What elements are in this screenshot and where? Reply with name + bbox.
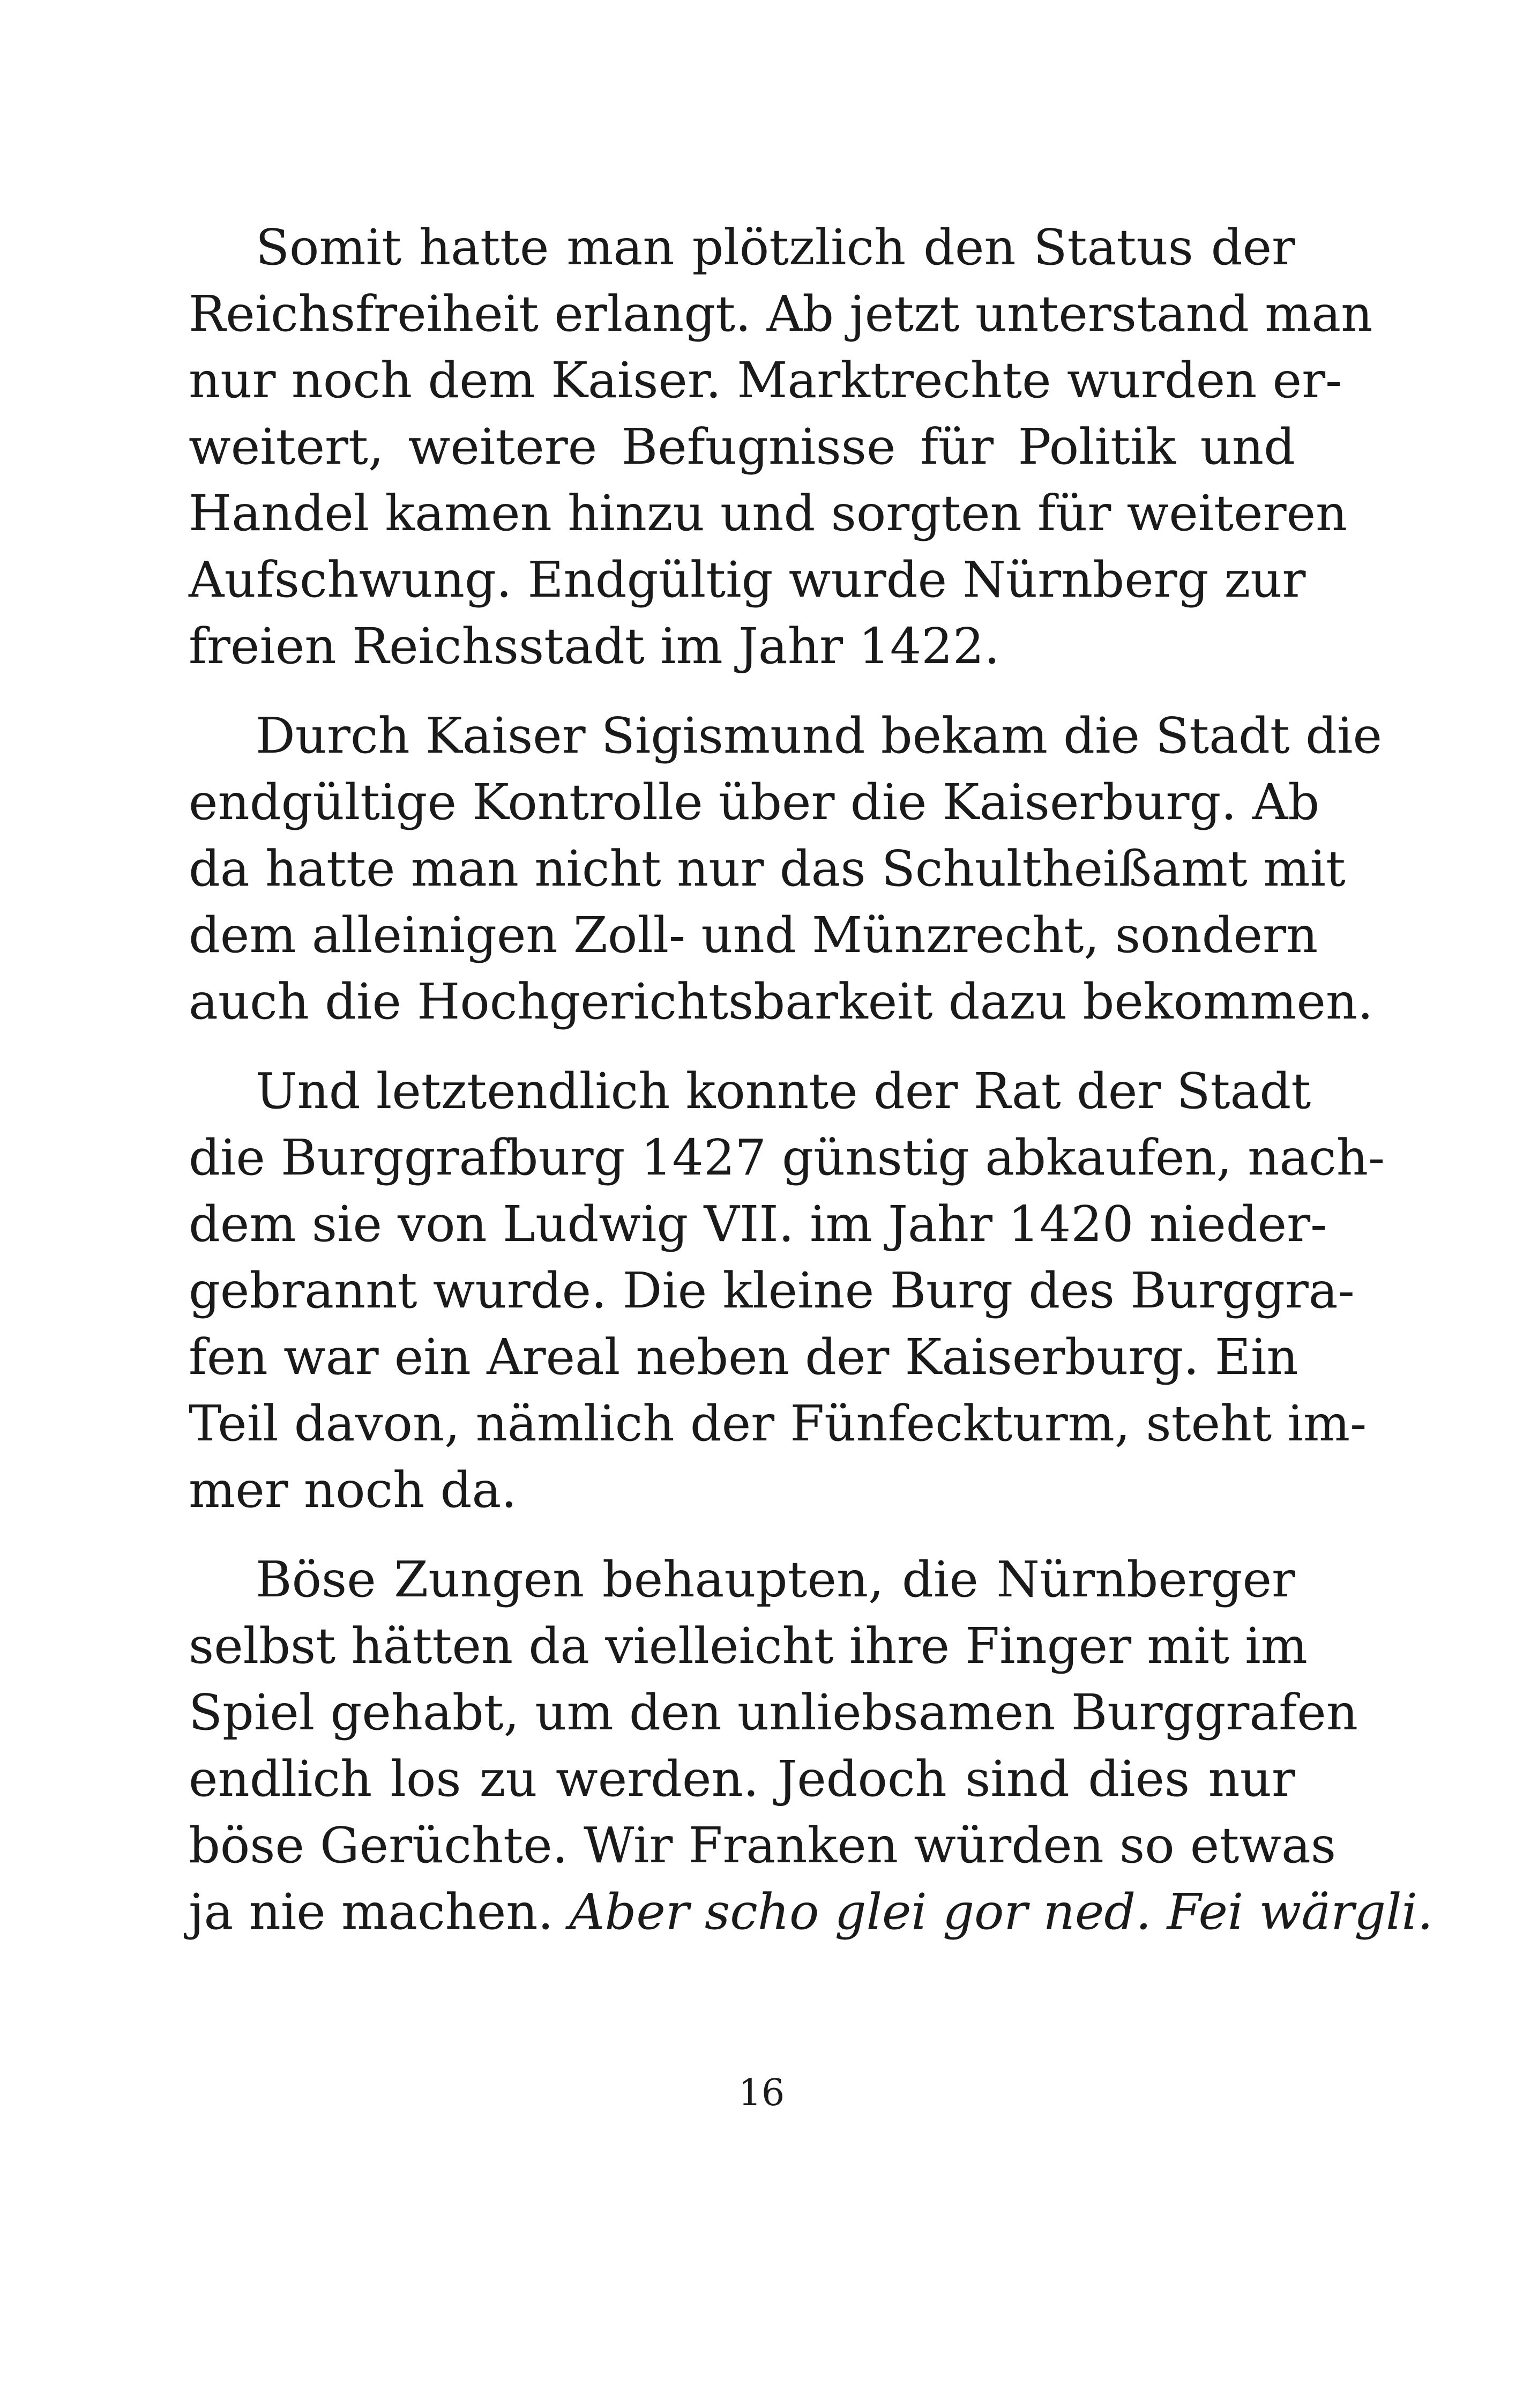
page-number: 16 [738,2072,785,2114]
body-text [189,214,1434,1945]
text-line: selbst hätten da vielleicht ihre Finger mit im [189,1617,1308,1675]
text-line: Aufschwung. Endgültig wurde Nürnberg zur [189,551,1306,608]
text-line: die Burggrafburg 1427 günstig abkaufen, nach- [189,1129,1385,1186]
text-line: Durch Kaiser Sigismund bekam die Stadt die [256,707,1382,764]
text-line: weitert, weitere Befugnisse für Politik und [189,418,1295,475]
text-line: dem alleinigen Zoll- und Münzrecht, sondern [189,906,1318,964]
text-line: freien Reichsstadt im Jahr 1422. [189,618,1000,675]
text-line: Handel kamen hinzu und sorgten für weiteren [189,485,1348,542]
text-line: dem sie von Ludwig VII. im Jahr 1420 nieder- [189,1195,1327,1253]
italic-dialect-phrase: Aber scho glei gor ned. Fei wärgli. [569,1883,1434,1941]
text-line: Spiel gehabt, um den unliebsamen Burggrafen [189,1684,1358,1741]
text-line: da hatte man nicht nur das Schultheißamt mit [189,840,1346,897]
text-line: mer noch da. [189,1461,517,1519]
text-line: Und letztendlich konnte der Rat der Stadt [256,1062,1311,1120]
text-line: endlich los zu werden. Jedoch sind dies nur [189,1750,1295,1808]
paragraph-spacer [189,1523,1295,1547]
paragraph-spacer [189,1035,1295,1058]
text-line: Somit hatte man plötzlich den Status der [256,219,1295,276]
paragraph-4 [189,1547,1434,1945]
text-line: böse Gerüchte. Wir Franken würden so etwas [189,1817,1337,1874]
text-line-last [189,1879,1434,1945]
text-line: auch die Hochgerichtsbarkeit dazu bekommen. [189,973,1373,1030]
text-line: nur noch dem Kaiser. Marktrechte wurden er- [189,352,1342,409]
paragraph-3 [189,1058,1385,1523]
text-line: Böse Zungen behaupten, die Nürnberger [256,1551,1295,1608]
text-line: endgültige Kontrolle über die Kaiserburg. Ab [189,774,1320,831]
paragraph-spacer [189,680,1295,703]
text-line: gebrannt wurde. Die kleine Burg des Burggra- [189,1262,1355,1319]
text-line: fen war ein Areal neben der Kaiserburg. Ein [189,1328,1298,1386]
paragraph-1 [189,214,1373,680]
paragraph-2 [189,703,1382,1035]
text-line: Reichsfreiheit erlangt. Ab jetzt unterstand man [189,285,1373,343]
text-run: ja nie machen. [189,1883,570,1941]
text-line: Teil davon, nämlich der Fünfeckturm, steht im- [189,1395,1367,1452]
